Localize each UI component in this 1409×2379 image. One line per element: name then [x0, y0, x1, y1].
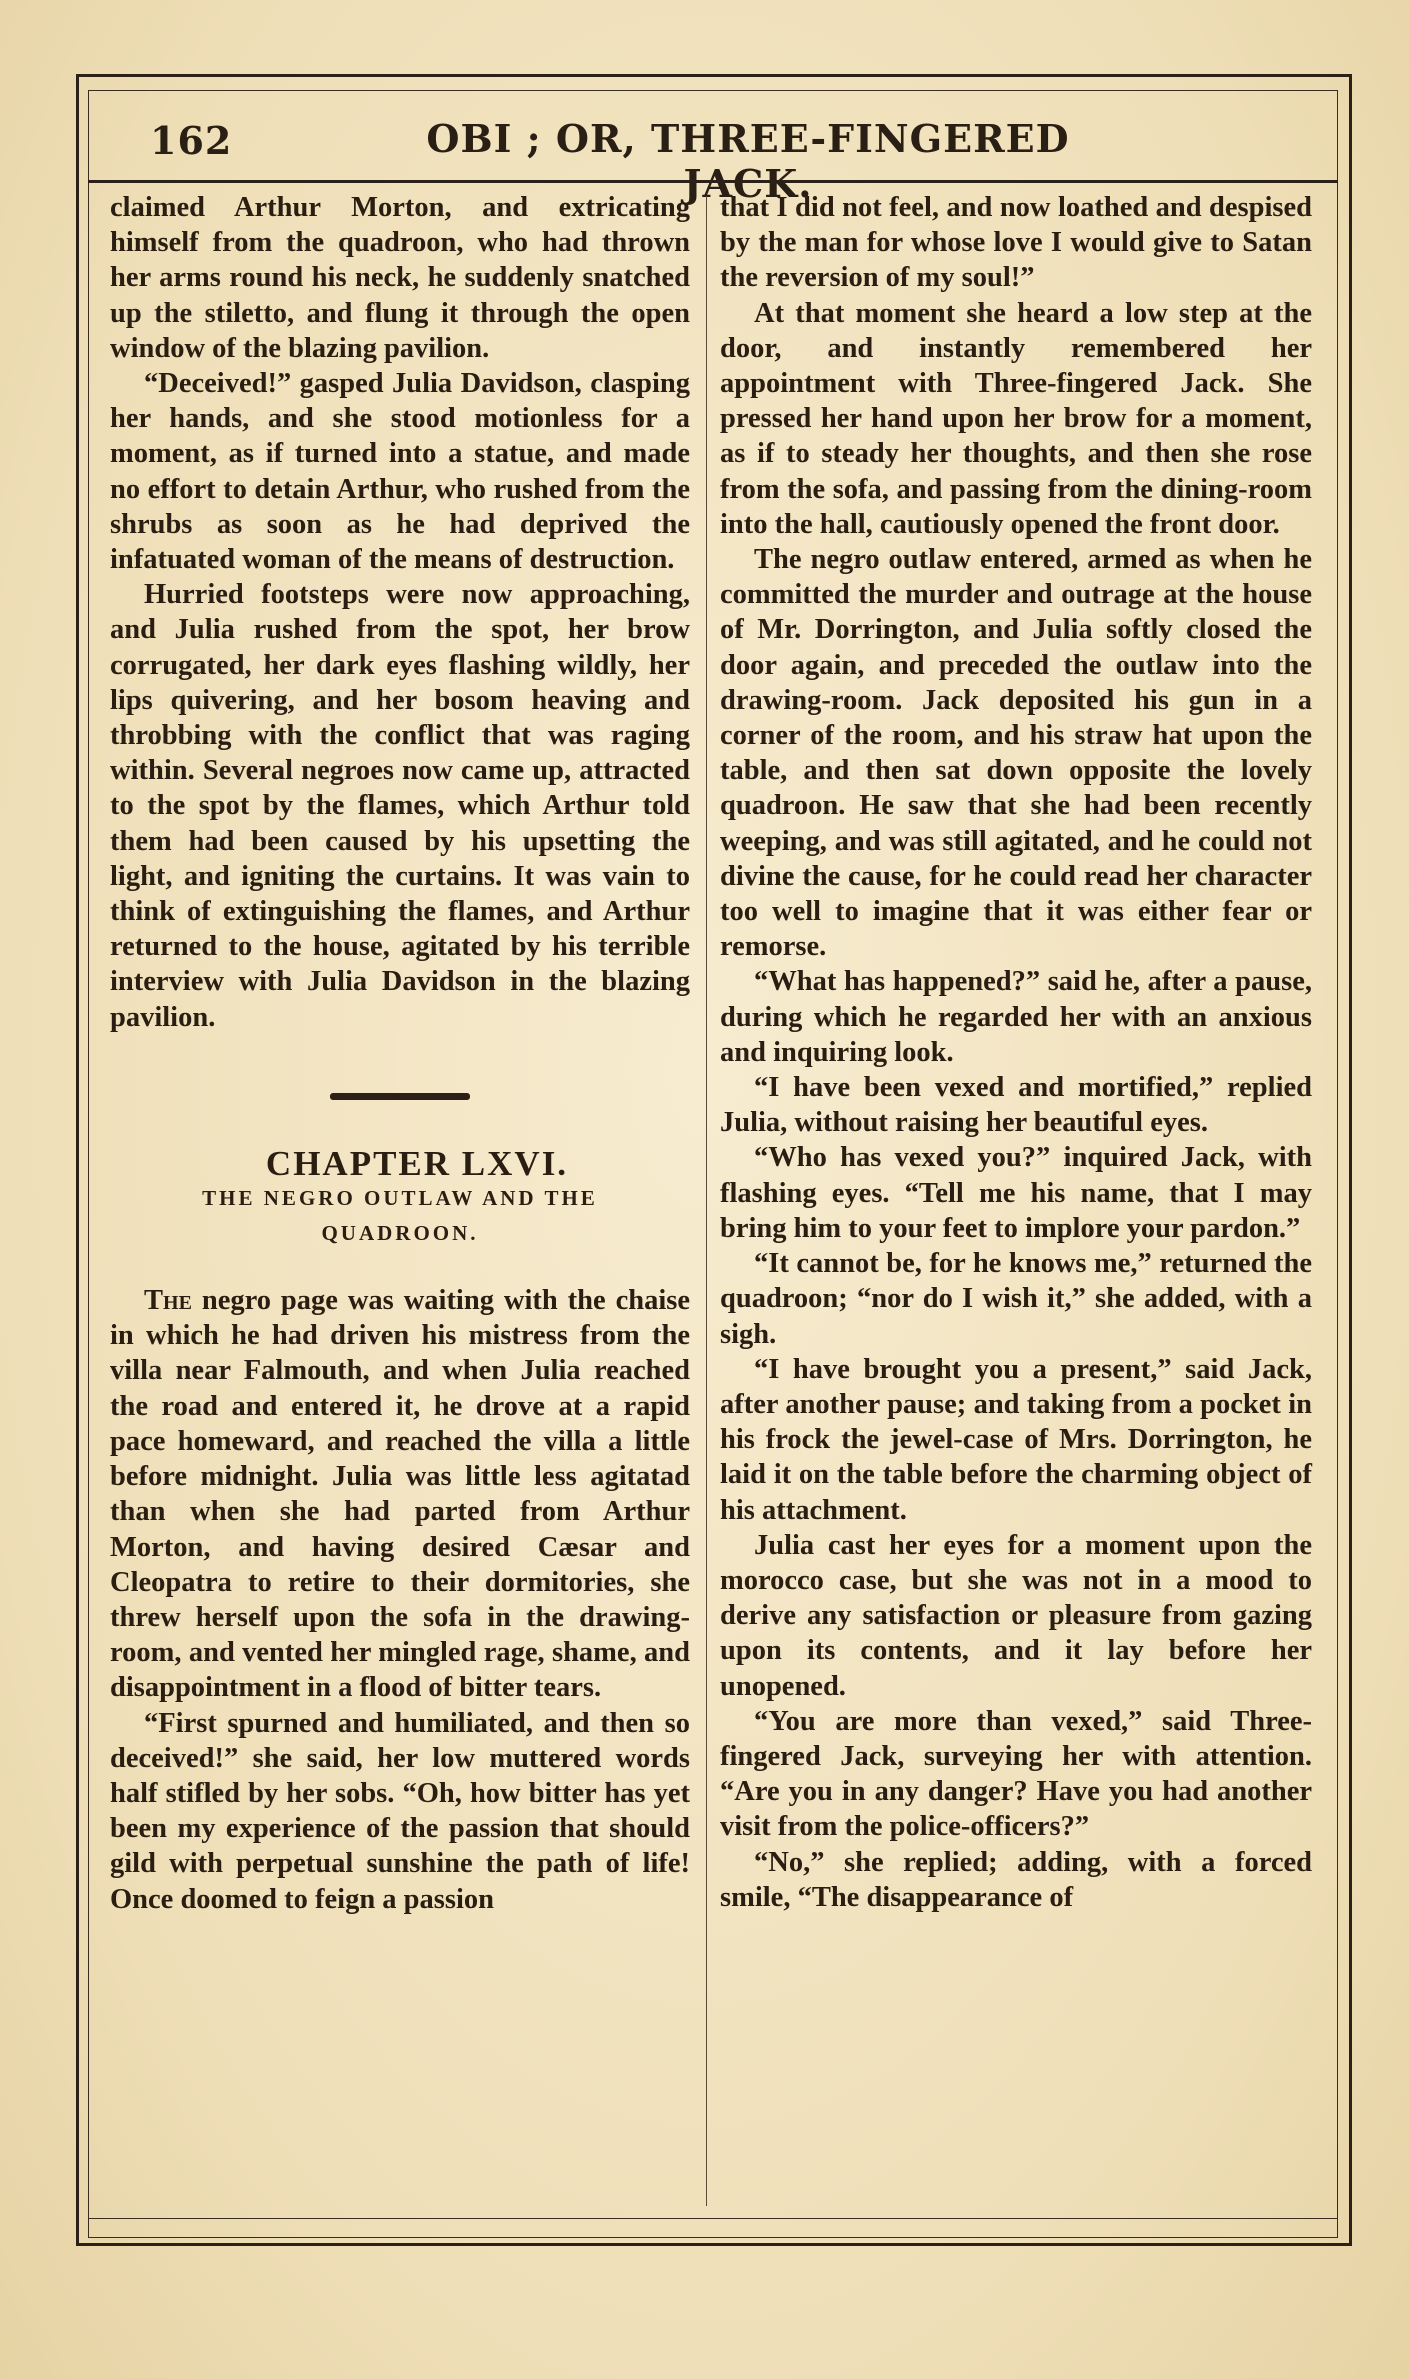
paragraph: At that moment she heard a low step at the door, and instantly remembered her appointment with Three-fingered Jack. She pressed her hand upon her brow for a moment, as if to steady her thoughts, and then she rose from the sofa, and passing from the dining-room into the hall, cautiously opened the front door.: [720, 297, 1312, 540]
left-column: [110, 190, 690, 1917]
chapter-opening-text: negro page was waiting with the chaise in which he had driven his mistress from the villa near Falmouth, and when Julia reached the road and entered it, he drove at a rapid pace homeward, and reached the villa a little before midnight. Julia was little less agitatad than when she had parted from Arthur Morton, and having desired Cæsar and Cleopatra to retire to their dormitories, she threw herself upon the sofa in the drawing-room, and vented her mingled rage, shame, and disappointment in a flood of bitter tears.: [110, 1285, 690, 1704]
running-title: OBI ; OR, THREE-FINGERED JACK.: [426, 116, 1070, 206]
page-header: [88, 100, 1338, 206]
paragraph: Julia cast her eyes for a moment upon the morocco case, but she was not in a mood to derive any satisfaction or pleasure from gazing upon its contents, and it lay before her unopened.: [720, 1529, 1312, 1702]
paragraph: “You are more than vexed,” said Three-fingered Jack, surveying her with attention. “Are you in any danger? Have you had another visit from the police-officers?”: [720, 1705, 1312, 1843]
paragraph: “What has happened?” said he, after a pause, during which he regarded her with an anxious and inquiring look.: [720, 966, 1312, 1068]
paragraph: “First spurned and humiliated, and then so deceived!” she said, her low muttered words half stifled by her sobs. “Oh, how bitter has yet been my experience of the passion that should gild with perpetual sunshine the path of life! Once doomed to feign a passion: [110, 1707, 690, 1915]
chapter-subtitle-line: THE NEGRO OUTLAW AND THE: [202, 1186, 598, 1211]
chapter-title: CHAPTER LXVI.: [265, 1143, 569, 1183]
paragraph: “Who has vexed you?” inquired Jack, with flashing eyes. “Tell me his name, that I may bring him to your feet to implore your pardon.”: [720, 1142, 1312, 1244]
right-column: [720, 190, 1312, 1915]
column-divider: [706, 196, 707, 2206]
paragraph: Hurried footsteps were now approaching, and Julia rushed from the spot, her brow corrugated, her dark eyes flashing wildly, her lips quivering, and her bosom heaving and throbbing with the conflict that was raging within. Several negroes now came up, attracted to the spot by the flames, which Arthur told them had been caused by his upsetting the light, and igniting the curtains. It was vain to think of extinguishing the flames, and Arthur returned to the house, agitated by his terrible interview with Julia Davidson in the blazing pavilion.: [110, 579, 690, 1033]
paragraph: “It cannot be, for he knows me,” returned the quadroon; “nor do I wish it,” she added, with a sigh.: [720, 1248, 1312, 1350]
header-rule: [88, 180, 1338, 183]
paragraph: “Deceived!” gasped Julia Davidson, clasping her hands, and she stood motionless for a moment, as if turned into a statue, and made no effort to detain Arthur, who rushed from the shrubs as soon as he had deprived the infatuated woman of the means of destruction.: [110, 368, 690, 576]
paragraph: “I have brought you a present,” said Jack, after another pause; and taking from a pocket in his frock the jewel-case of Mrs. Dorrington, he laid it on the table before the charming object of his attachment.: [720, 1353, 1312, 1526]
chapter-first-word: The: [144, 1285, 192, 1317]
chapter-opening-paragraph: [110, 1283, 690, 1705]
chapter-subtitle-line: QUADROON.: [321, 1221, 479, 1246]
paragraph: The negro outlaw entered, armed as when he committed the murder and outrage at the house of Mr. Dorrington, and Julia softly closed the door again, and preceded the outlaw into the drawing-room. Jack deposited his gun in a corner of the room, and his straw hat upon the table, and then sat down opposite the lovely quadroon. He saw that she had been recently weeping, and was still agitated, and he could not divine the cause, for he could read her character too well to imagine that it was either fear or remorse.: [720, 544, 1312, 963]
bottom-rule: [88, 2218, 1338, 2219]
paragraph: that I did not feel, and now loathed and despised by the man for whose love I would give to Satan the reversion of my soul!”: [720, 192, 1312, 294]
chapter-separator-rule: [330, 1093, 470, 1100]
paragraph: “I have been vexed and mortified,” replied Julia, without raising her beautiful eyes.: [720, 1072, 1312, 1139]
page-number: 162: [150, 118, 233, 163]
chapter-subtitle: [110, 1181, 690, 1251]
paragraph: “No,” she replied; adding, with a forced smile, “The disappearance of: [720, 1846, 1312, 1913]
paragraph: claimed Arthur Morton, and extricating himself from the quadroon, who had thrown her arms round his neck, he suddenly snatched up the stiletto, and flung it through the open window of the blazing pavilion.: [110, 192, 690, 364]
